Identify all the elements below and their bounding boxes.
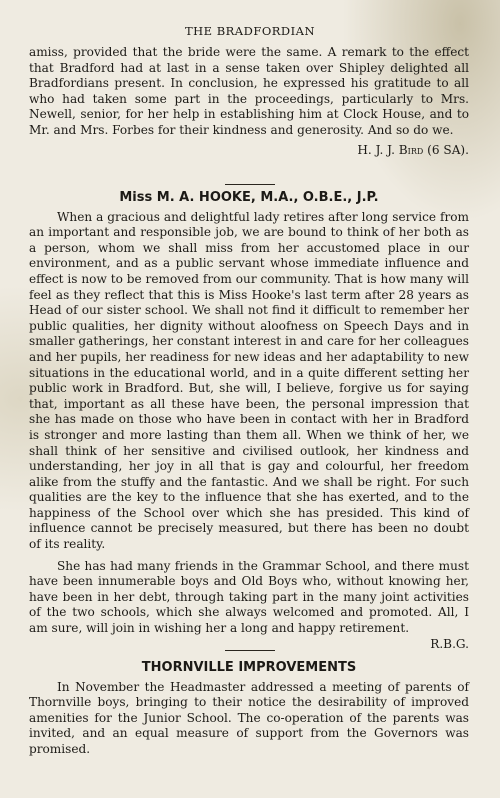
paragraph: amiss, provided that the bride were the same. A remark to the effect that Bradford had at last in a sense taken over Shipley delighted all Bradfordians present. In conclusion, he expressed his gratitude to all who had taken some part in the proceedings, particularly to Mrs. Newell, senior, for her help in establishing him at Clock House, and to Mr. and Mrs. Forbes for their kindness and generosity. And so do we. [29, 45, 469, 137]
signature-initials: H. J. J. [357, 142, 395, 157]
paragraph: When a gracious and delightful lady retires after long service from an important and responsible job, we are bound to think of her both as a person, whom we shall miss from her accustomed place in our environment, and as a public servant whose immediate influence and effect is now to be removed from our community. That is how many will feel as they reflect that this is Miss Hooke's last term after 28 years as Head of our sister school. We shall not find it difficult to remember her public qualities, her dignity without aloofness on Speech Days and in smaller gatherings, her constant interest in and care for her colleagues and her pupils, her readiness for new ideas and her adaptability to new situations in the educational world, and in a quite different setting her public work in Bradford. But, she will, I believe, forgive us for saying that, important as all these have been, the personal impression that she has made on those who have been in contact with her in Bradford is stronger and more lasting than them all. When we think of her, we shall think of her sensitive and civilised outlook, her kindness and understanding, her joy in all that is gay and colourful, her freedom alike from the stuffy and the fantastic. And we shall be right. For such qualities are the key to the influence that she has exerted, and to the happiness of the School over which she has presided. This kind of influence cannot be precisely measured, but there has been no doubt of its reality. [29, 209, 469, 552]
section-continuation [29, 45, 469, 158]
running-head: THE BRADFORDIAN [184, 24, 316, 38]
paragraph: She has had many friends in the Grammar School, and there must have been innumerable boys and Old Boys who, without knowing her, have been in her debt, through taking part in the many joint activities of the two schools, which she always welcomed and promoted. All, I am sure, will join in wishing her a long and happy retirement. [29, 558, 469, 636]
divider [225, 650, 275, 651]
section-thornville [29, 660, 469, 758]
signature-name: Bird [398, 142, 424, 157]
signature [29, 143, 469, 159]
divider [225, 184, 275, 185]
section-hooke [29, 190, 469, 652]
paragraph: In November the Headmaster addressed a meeting of parents of Thornville boys, bringing to their notice the desirability of improved amenities for the Junior School. The co-operation of the parents was invited, and an equal measure of support from the Governors was promised. [29, 679, 469, 756]
signature-form: (6 SA). [427, 142, 469, 157]
article-heading: THORNVILLE IMPROVEMENTS [141, 660, 357, 675]
signature: R.B.G. [430, 636, 469, 651]
article-heading: Miss M. A. HOOKE, M.A., O.B.E., J.P. [119, 190, 379, 205]
